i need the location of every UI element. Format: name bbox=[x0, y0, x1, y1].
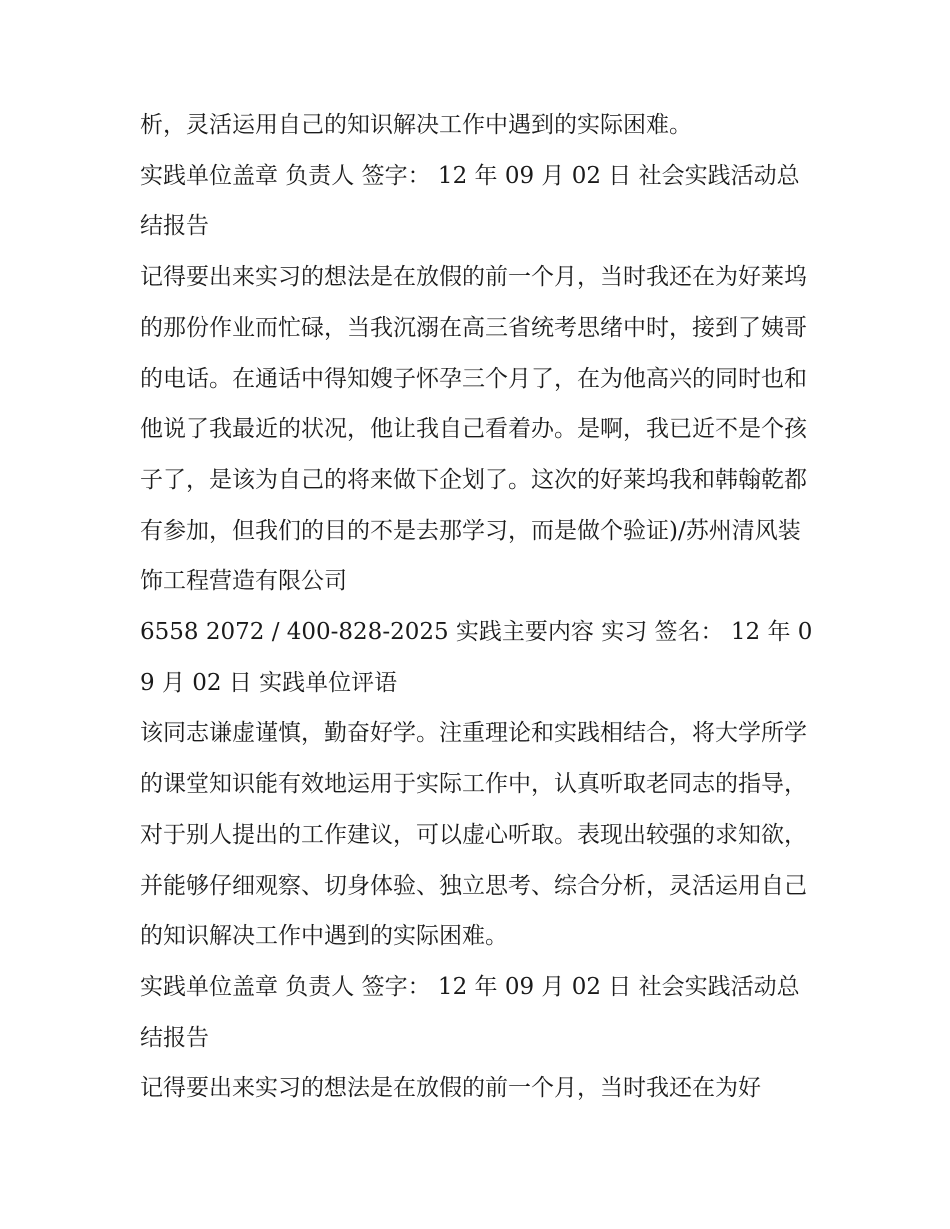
paragraph-signature-line: 实践单位盖章 负责人 签字： 12 年 09 月 02 日 社会实践活动总结报告 bbox=[140, 162, 800, 240]
paragraph-signature-line-repeat: 实践单位盖章 负责人 签字： 12 年 09 月 02 日 社会实践活动总结报告 bbox=[140, 973, 800, 1051]
paragraph-analysis-end: 析，灵活运用自己的知识解决工作中遇到的实际困难。 bbox=[140, 112, 692, 138]
paragraph-internship-story-repeat: 记得要出来实习的想法是在放假的前一个月，当时我还在为好 bbox=[140, 1075, 761, 1102]
paragraph-contact-and-content: 6558 2072 / 400-828-2025 实践主要内容 实习 签名： 12 年 09 月 02 日 实践单位评语 bbox=[140, 619, 813, 696]
document-page bbox=[140, 100, 815, 1114]
paragraph-unit-evaluation: 该同志谦虚谨慎，勤奋好学。注重理论和实践相结合，将大学所学的课堂知识能有效地运用于实际工作中，认真听取老同志的指导，对于别人提出的工作建议，可以虚心听取。表现出较强的求知欲，并能够仔细观察、切身体验、独立思考、综合分析，灵活运用自己的知识解决工作中遇到的实际困难。 bbox=[140, 720, 807, 950]
paragraph-internship-story: 记得要出来实习的想法是在放假的前一个月，当时我还在为好莱坞的那份作业而忙碌，当我沉溺在高三省统考思绪中时，接到了姨哥的电话。在通话中得知嫂子怀孕三个月了，在为他高兴的同时也和他说了我最近的状况，他让我自己看着办。是啊，我已近不是个孩子了，是该为自己的将来做下企划了。这次的好莱坞我和韩翰乾都有参加，但我们的目的不是去那学习，而是做个验证)/苏州清风装饰工程营造有限公司 bbox=[140, 264, 807, 595]
